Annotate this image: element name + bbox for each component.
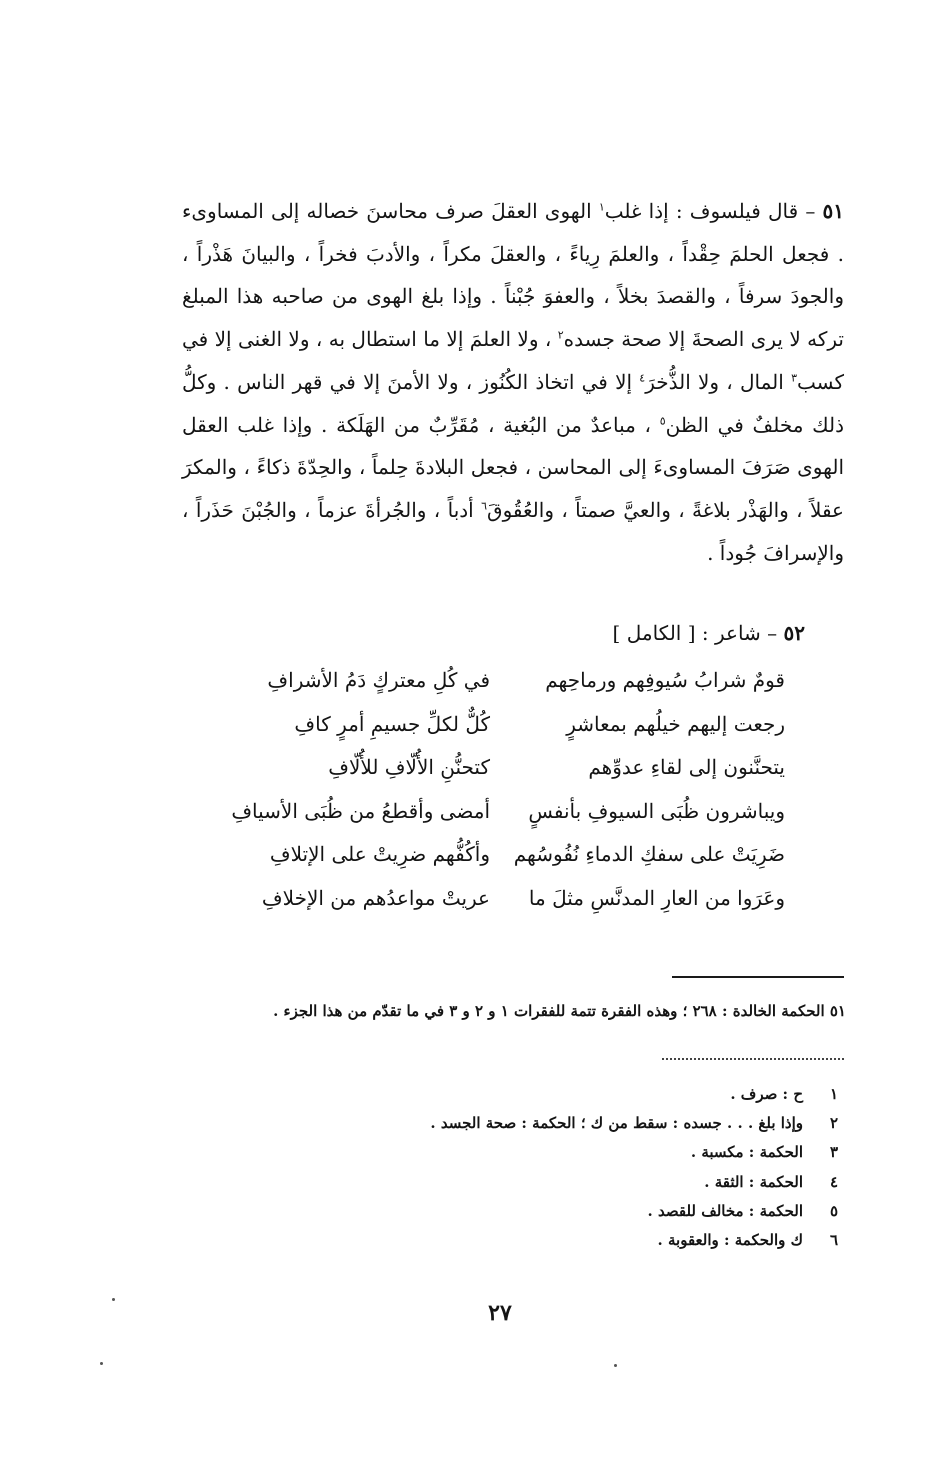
dotted-separator bbox=[662, 1058, 844, 1060]
scan-speck bbox=[614, 1364, 617, 1367]
poem-verse bbox=[200, 842, 800, 886]
footnote bbox=[340, 1109, 838, 1138]
paragraph-number: ٥١ bbox=[822, 199, 845, 223]
footnote-text: الحكمة : مخالف للقصد . bbox=[647, 1201, 803, 1220]
footnote-number: ٦ bbox=[829, 1230, 838, 1249]
verse-first-hemistich: يتحنَّنون إلى لقاءِ عدوِّهم bbox=[588, 755, 785, 779]
paragraph-text-3: ، ولا العلمَ إلا ما استطال به ، ولا الغنى إلا في كسب bbox=[182, 327, 844, 394]
footnote bbox=[340, 1138, 838, 1167]
verse-first-hemistich: ضَرِيَتْ على سفكِ الدماءِ نُفُوسُهم bbox=[513, 842, 785, 866]
footnote-number: ٤ bbox=[829, 1172, 838, 1191]
footnote-mark-4: ٤ bbox=[639, 371, 646, 385]
footnote-mark-3: ٣ bbox=[791, 371, 797, 385]
verse-second-hemistich: وأكُفُّهم ضرِيتْ على الإتلافِ bbox=[269, 842, 490, 866]
footnote-mark-2: ٢ bbox=[557, 328, 564, 342]
footnote-text: الحكمة : مكسبة . bbox=[690, 1143, 803, 1162]
scan-speck bbox=[100, 1362, 103, 1365]
footnotes bbox=[340, 1080, 838, 1255]
poem-verse bbox=[200, 668, 800, 712]
poem-verse bbox=[200, 755, 800, 799]
poem-intro: شاعر : [ الكامل ] bbox=[612, 621, 761, 645]
footnote bbox=[340, 1080, 838, 1109]
footnote-text: وإذا بلغ . . . جسده : سقط من ك ؛ الحكمة : صحة الجسد . bbox=[430, 1114, 803, 1133]
paragraph-text-5: إلا في اتخاذ الكُنُوز ، ولا الأمنَ إلا في قهر الناس . وكلُّ ذلك مخلفٌ في الظن bbox=[182, 369, 844, 437]
footnote bbox=[340, 1197, 838, 1226]
footnote-text: ك والحكمة : والعقوبة . bbox=[657, 1230, 803, 1249]
verse-second-hemistich: في كُلِ معتركٍ دَمُ الأشرافِ bbox=[267, 668, 490, 692]
paragraph-text-2: الهوى العقلَ صرف محاسنَ خصاله إلى المساوىء . فجعل الحلمَ حِقْداً ، والعلمَ رِياءً ، والعقلَ مكراً ، والأدبَ فخراً ، والبيانَ هَذْراً ، والجودَ سرفاً ، والقصدَ بخلاً ، والعفوَ جُبْناً . وإذا بلغ الهوى من صاحبه هذا المبلغ تركه لا يرى الصحةَ إلا صحة جسده bbox=[182, 199, 844, 352]
footnote bbox=[340, 1168, 838, 1197]
poem-heading bbox=[420, 617, 805, 649]
verse-first-hemistich: رجعت إليهم خيلُهم بمعاشرٍ bbox=[566, 711, 785, 736]
poem-verse bbox=[200, 712, 800, 756]
verse-first-hemistich: وعَرَوا من العارِ المدنَّسِ مثلَ ما bbox=[528, 885, 785, 910]
paragraph-51 bbox=[182, 190, 844, 574]
poem-number: ٥٢ bbox=[783, 621, 805, 645]
poem-verse bbox=[200, 886, 800, 930]
footnote-mark-5: ٥ bbox=[659, 413, 666, 427]
footnote-mark-6: ٦ bbox=[481, 499, 488, 513]
verse-second-hemistich: كتحنُّنِ الأُلّافِ للأُلّافِ bbox=[328, 755, 490, 779]
paragraph-text-1: قال فيلسوف : إذا غلب bbox=[604, 199, 799, 223]
footnote-text: ح : صرف . bbox=[730, 1085, 803, 1103]
footnote-number: ١ bbox=[829, 1085, 838, 1103]
poem-dash: – bbox=[767, 621, 778, 645]
footnote-text: الحكمة : الثقة . bbox=[704, 1172, 803, 1191]
footnote-number: ٢ bbox=[829, 1114, 838, 1133]
verse-second-hemistich: أمضى وأقطعُ من ظُبَى الأسيافِ bbox=[231, 798, 490, 823]
paragraph-dash: – bbox=[805, 199, 816, 223]
footnote-number: ٥ bbox=[829, 1201, 838, 1220]
footnote-separator bbox=[672, 976, 844, 978]
verse-second-hemistich: كُلٌّ لكلِّ جسيمِ أمرٍ كافِ bbox=[294, 711, 490, 736]
footnote-number: ٣ bbox=[829, 1143, 838, 1162]
footnote bbox=[340, 1226, 838, 1255]
verse-first-hemistich: قومٌ شرابُ سُيوفِهم ورماحِهم bbox=[545, 668, 785, 692]
footnote-mark-1: ١ bbox=[598, 200, 605, 214]
poem-verse bbox=[200, 799, 800, 843]
paragraph-text-7: أدباً ، والجُرأةَ عزماً ، والجُبْنَ حَذَراً ، والإسرافَ جُوداً . bbox=[182, 497, 844, 565]
page-number: ٢٧ bbox=[488, 1300, 512, 1326]
scan-speck bbox=[112, 1298, 115, 1301]
verse-first-hemistich: ويباشرون ظُبَى السيوفِ بأنفسٍ bbox=[528, 798, 785, 823]
source-note: ٥١ الحكمة الخالدة : ٢٦٨ ؛ وهذه الفقرة تتمة للفقرات ١ و ٢ و ٣ في ما تقدّم من هذا الجزء . bbox=[273, 1002, 846, 1020]
paragraph-text-6: ، مباعدٌ من البُغية ، مُقَرِّبٌ من الهَلَكة . وإذا غلب العقل الهوى صَرَفَ المساوىءَ إلى المحاسن ، فجعل البلادةَ حِلماً ، والحِدّةَ ذكاءً ، والمكرَ عقلاً ، والهَذْر بلاغةً ، والعيَّ صمتاً ، والعُقُوقَ bbox=[182, 412, 844, 522]
poem bbox=[200, 668, 800, 929]
verse-second-hemistich: عريتْ مواعدُهم من الإخلافِ bbox=[261, 885, 490, 910]
paragraph-text-4: المال ، ولا الذُّخرَ bbox=[645, 369, 792, 394]
